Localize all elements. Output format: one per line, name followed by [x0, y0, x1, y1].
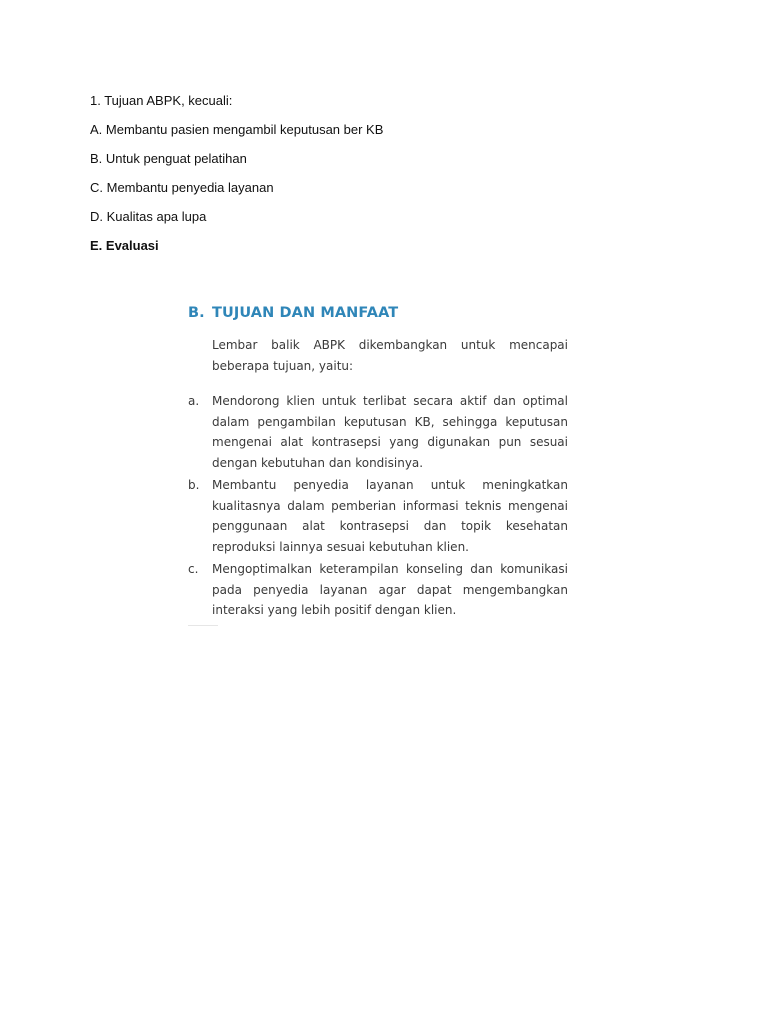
excerpt-edge-divider [188, 625, 218, 626]
excerpt-heading-letter: B. [188, 305, 205, 321]
list-item-marker: b. [188, 478, 200, 492]
excerpt-intro: Lembar balik ABPK dikembangkan untuk mencapai beberapa tujuan, yaitu: [212, 338, 568, 373]
list-item [188, 391, 568, 473]
option-d: D. Kualitas apa lupa [90, 209, 207, 224]
list-item-text: Mendorong klien untuk terlibat secara aktif dan optimal dalam pengambilan keputusan KB, sehingga keputusan mengenai alat kontrasepsi yang digunakan pun sesuai dengan kebutuhan dan kondisinya. [212, 394, 568, 470]
list-item-text: Mengoptimalkan keterampilan konseling dan komunikasi pada penyedia layanan agar dapat mengembangkan interaksi yang lebih positif dengan klien. [212, 562, 568, 617]
list-item-text: Membantu penyedia layanan untuk meningkatkan kualitasnya dalam pemberian informasi teknis mengenai penggunaan alat kontrasepsi dan topik kesehatan reproduksi lainnya sesuai kebutuhan klien. [212, 478, 568, 554]
list-item-marker: c. [188, 562, 199, 576]
quiz-question [90, 92, 650, 266]
option-c: C. Membantu penyedia layanan [90, 180, 274, 195]
excerpt-heading [188, 305, 568, 321]
excerpt-list [188, 391, 568, 621]
list-item [188, 559, 568, 621]
option-a: A. Membantu pasien mengambil keputusan ber KB [90, 122, 384, 137]
list-item [188, 475, 568, 557]
excerpt-heading-title: TUJUAN DAN MANFAAT [212, 305, 399, 321]
question-stem: 1. Tujuan ABPK, kecuali: [90, 93, 233, 108]
textbook-excerpt-image [188, 305, 568, 623]
option-b: B. Untuk penguat pelatihan [90, 151, 247, 166]
option-e: E. Evaluasi [90, 238, 159, 253]
list-item-marker: a. [188, 394, 200, 408]
